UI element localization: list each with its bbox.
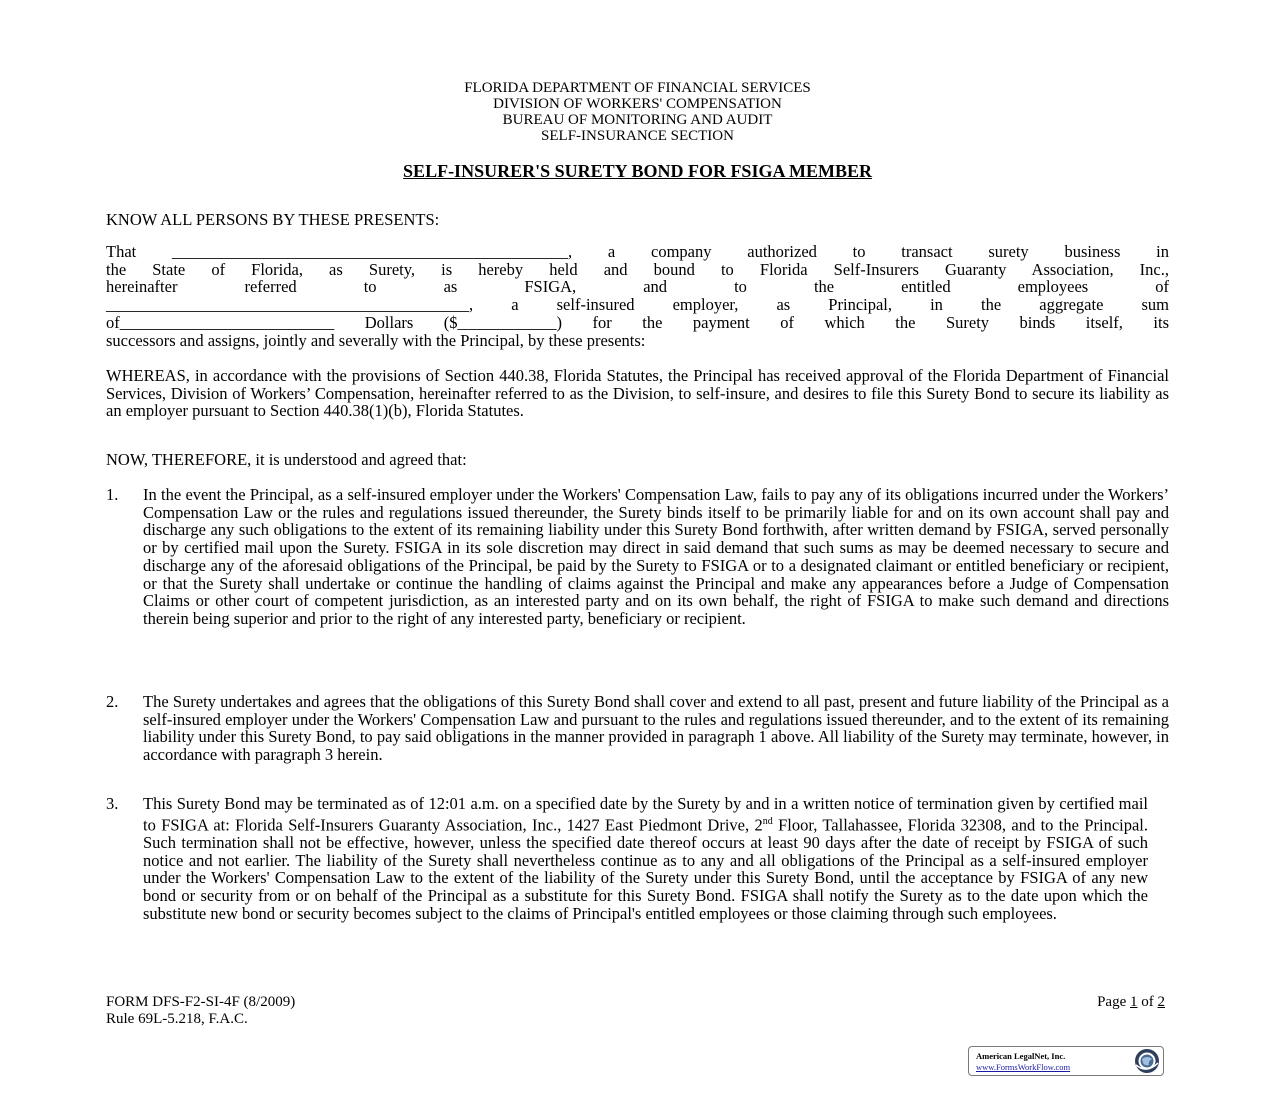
form-number: FORM DFS-F2-SI-4F (8/2009) <box>106 994 296 1010</box>
now-therefore-line: NOW, THEREFORE, it is understood and agreed that: <box>106 450 467 469</box>
footer-form-info <box>106 994 295 1028</box>
agency-header <box>0 80 1275 144</box>
surety-line-5: of__________________________ Dollars ($____________) for the payment of which the Surety binds itself, its <box>106 312 1169 332</box>
globe-logo-icon <box>1134 1048 1160 1074</box>
surety-paragraph <box>106 243 1169 349</box>
page-label: Page <box>1097 994 1130 1010</box>
header-bureau: BUREAU OF MONITORING AND AUDIT <box>502 112 773 128</box>
header-section: SELF-INSURANCE SECTION <box>541 128 734 144</box>
rule-reference: Rule 69L-5.218, F.A.C. <box>106 1011 248 1027</box>
whereas-paragraph: WHEREAS, in accordance with the provisions of Section 440.38, Florida Statutes, the Principal has received approval of the Florida Department of Financial Services, Division of Workers’ Compensation, hereinafter referred to as the Division, to self-insure, and desires to file this Surety Bond to secure its liability as an employer pursuant to Section 440.38(1)(b), Florida Statutes. <box>106 366 1169 421</box>
ordinal-suffix: nd <box>762 815 773 827</box>
header-division: DIVISION OF WORKERS' COMPENSATION <box>493 96 782 112</box>
list-number: 2. <box>106 692 119 711</box>
page-total: 2 <box>1157 994 1165 1010</box>
page-current: 1 <box>1130 994 1138 1010</box>
surety-line-1: That ________________________________________________, a company authorized to transact surety business in <box>106 242 1169 261</box>
surety-line-4: ____________________________________________, a self-insured employer, as Principal, in the aggregate sum <box>106 295 1169 315</box>
list-item-text: The Surety undertakes and agrees that the obligations of this Surety Bond shall cover and extend to all past, present and future liability of the Principal as a self-insured employer under the Workers' Compensation Law and pursuant to the rules and regulations issued thereunder, and to the extent of its remaining liability under this Surety Bond, to pay said obligations in the manner provided in paragraph 1 above. All liability of the Surety may terminate, however, in accordance with paragraph 3 herein. <box>143 692 1169 765</box>
publisher-badge[interactable] <box>968 1046 1164 1076</box>
publisher-name: American LegalNet, Inc. <box>976 1051 1066 1061</box>
list-item-text-a: This Surety Bond may be terminated as of 12:01 a.m. on a specified date by the Surety by and in a written notice of termination given by certified mail to FSIGA at: Florida Self-Insurers Guaranty Association, Inc., 1427 East Piedmont Drive, 2 <box>143 794 1148 835</box>
page-of-label: of <box>1137 994 1158 1010</box>
document-title: SELF-INSURER'S SURETY BOND FOR FSIGA MEMBER <box>403 161 872 181</box>
page-indicator <box>1097 994 1165 1011</box>
list-item-text: In the event the Principal, as a self-insured employer under the Workers' Compensation Law, fails to pay any of its obligations incurred under the Workers’ Compensation Law or the rules and regulations issued thereunder, the Surety binds itself to be primarily liable for and on its own account shall pay and discharge any such obligations to the extent of its remaining liability under this Surety Bond forthwith, after written demand by FSIGA, served personally or by certified mail upon the Surety. FSIGA in its sole discretion may direct in said demand that such sums as may be deemed necessary to secure and discharge any of the aforesaid obligations of the Principal, be paid by the Surety to FSIGA or to a designated claimant or entitled beneficiary or recipient, or that the Surety shall undertake or continue the handling of claims against the Principal and make any appearances before a Judge of Compensation Claims or other court of competent jurisdiction, as an interested party and on its own behalf, the right of FSIGA to make such demand and directions therein being superior and prior to the right of any interested party, beneficiary or recipient. <box>143 485 1169 628</box>
list-item-text <box>143 795 1148 922</box>
intro-line: KNOW ALL PERSONS BY THESE PRESENTS: <box>106 210 440 229</box>
surety-line-2: the State of Florida, as Surety, is hereby held and bound to Florida Self-Insurers Guaranty Association, Inc., <box>106 259 1169 279</box>
list-number: 1. <box>106 485 119 504</box>
publisher-link[interactable]: www.FormsWorkFlow.com <box>976 1062 1071 1072</box>
list-item-text-b: Floor, Tallahassee, Florida 32308, and to the Principal. Such termination shall not be effective, however, unless the specified date thereof occurs at least 90 days after the date of receipt by FSIGA of such notice and not earlier. The liability of the Surety shall nevertheless continue as to any and all obligations of the Principal as a self-insured employer under the Workers' Compensation Law to the extent of the liability of the Surety under this Surety Bond, until the acceptance by FSIGA of any new bond or security from or on behalf of the Principal as a substitute for this Surety Bond. FSIGA shall notify the Surety as to the date upon which the substitute new bond or security becomes subject to the claims of Principal's entitled employees or those claiming through such employees. <box>143 815 1149 923</box>
surety-line-6: successors and assigns, jointly and severally with the Principal, by these presents: <box>106 330 646 350</box>
header-department: FLORIDA DEPARTMENT OF FINANCIAL SERVICES <box>464 80 811 96</box>
surety-line-3: hereinafter referred to as FSIGA, and to the entitled employees of <box>106 277 1169 297</box>
list-number: 3. <box>106 794 119 813</box>
